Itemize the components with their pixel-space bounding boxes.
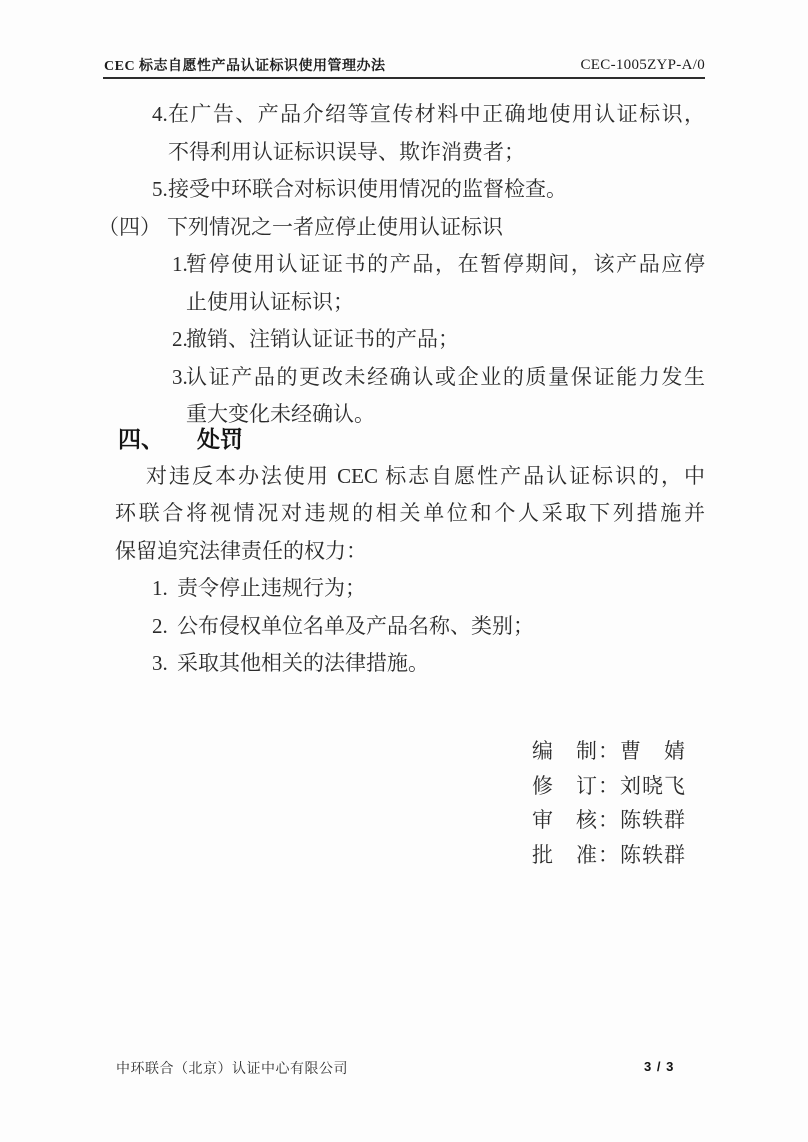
- signature-label-approver: 批 准：: [532, 842, 620, 867]
- clause4-item-2-text: 撤销、注销认证证书的产品；: [186, 327, 459, 351]
- penalty-paragraph-text-3: 保留追究法律责任的权力：: [115, 538, 367, 563]
- list-item-5-number: 5.: [152, 177, 168, 201]
- signature-name-compiler: 曹 婧: [620, 739, 686, 763]
- signature-row-reviewer: [532, 803, 686, 838]
- list-item-4-text-2: 不得利用认证标识误导、欺诈消费者；: [168, 139, 525, 164]
- penalty-paragraph-line-3: [98, 533, 705, 571]
- signature-row-compiler: [532, 734, 686, 769]
- list-item-4-line-2: [98, 134, 705, 172]
- clause4-item-1-text-1: 暂停使用认证证书的产品，在暂停期间，该产品应停: [186, 252, 705, 276]
- clause4-item-1-text-2: 止使用认证标识；: [186, 289, 354, 314]
- penalty-item-2-text: 公布侵权单位名单及产品名称、类别；: [177, 613, 534, 638]
- signature-row-approver: [532, 838, 686, 873]
- penalty-item-3: [98, 645, 705, 683]
- clause4-item-1-line-1: [98, 246, 705, 284]
- list-item-5-text: 接受中环联合对标识使用情况的监督检查。: [168, 177, 567, 201]
- clause4-item-3-text-1: 认证产品的更改未经确认或企业的质量保证能力发生: [186, 364, 705, 389]
- clause-four-text: 下列情况之一者应停止使用认证标识: [167, 214, 503, 239]
- signature-label-revisor: 修 订：: [532, 773, 620, 798]
- section-four-title: 处罚: [197, 425, 243, 452]
- penalty-item-1-text: 责令停止违规行为；: [177, 576, 366, 600]
- penalty-item-2-number: 2.: [152, 613, 168, 638]
- penalty-item-1: [98, 570, 705, 608]
- header-rule: [103, 77, 705, 79]
- footer-company-name: 中环联合（北京）认证中心有限公司: [116, 1062, 348, 1077]
- clause-four-heading: [98, 209, 705, 247]
- clause-four-number: （四）: [98, 214, 161, 239]
- signature-name-revisor: 刘晓飞: [620, 773, 686, 798]
- penalty-paragraph-line-1: [98, 458, 705, 496]
- footer-page-number: 3 / 3: [644, 1059, 675, 1074]
- clause4-item-1-line-2: [98, 284, 705, 322]
- clause4-item-3-line-1: [98, 359, 705, 397]
- header-document-title: CEC 标志自愿性产品认证标识使用管理办法: [104, 59, 386, 74]
- penalty-paragraph-text-2: 环联合将视情况对违规的相关单位和个人采取下列措施并: [115, 501, 705, 525]
- penalty-item-2: [98, 608, 705, 646]
- list-item-4-text-1: 在广告、产品介绍等宣传材料中正确地使用认证标识，: [168, 102, 705, 126]
- penalty-item-3-text: 采取其他相关的法律措施。: [177, 651, 429, 675]
- clause4-item-3-number: 3.: [172, 364, 188, 389]
- signature-block: [532, 734, 686, 872]
- section-four-number: 四、: [118, 425, 164, 452]
- signature-label-reviewer: 审 核：: [532, 808, 620, 832]
- penalty-item-3-number: 3.: [152, 651, 168, 675]
- list-item-5: [98, 171, 705, 209]
- clause4-item-3-text-2: 重大变化未经确认。: [186, 402, 375, 426]
- header-document-code: CEC-1005ZYP-A/0: [580, 57, 705, 73]
- list-item-4-line-1: [98, 96, 705, 134]
- signature-label-compiler: 编 制：: [532, 739, 620, 763]
- clause4-item-1-number: 1.: [172, 252, 188, 276]
- clause4-item-2-number: 2.: [172, 327, 188, 351]
- list-item-4-number: 4.: [152, 102, 168, 126]
- document-body: [98, 96, 705, 683]
- section-four-heading: [98, 420, 705, 458]
- signature-name-reviewer: 陈轶群: [620, 808, 686, 832]
- penalty-item-1-number: 1.: [152, 576, 168, 600]
- signature-row-revisor: [532, 769, 686, 804]
- penalty-paragraph-line-2: [98, 495, 705, 533]
- signature-name-approver: 陈轶群: [620, 842, 686, 867]
- penalty-paragraph-text-1: 对违反本办法使用 CEC 标志自愿性产品认证标识的，中: [146, 463, 705, 488]
- clause4-item-2: [98, 321, 705, 359]
